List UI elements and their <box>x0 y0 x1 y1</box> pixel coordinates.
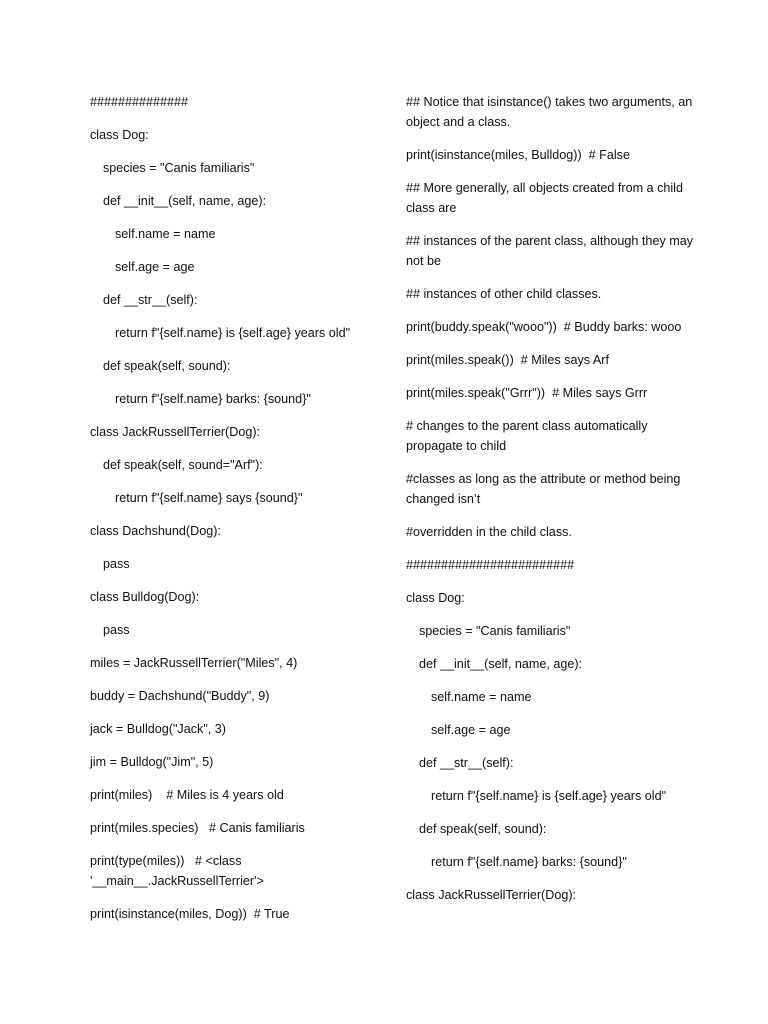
code-line: ## instances of the parent class, although they may not be <box>406 234 697 268</box>
code-line: class Dog: <box>90 128 149 142</box>
code-line: def speak(self, sound): <box>103 359 231 373</box>
code-line: self.name = name <box>431 690 532 704</box>
code-line: self.name = name <box>115 227 216 241</box>
code-line: print(miles.species) # Canis familiaris <box>90 821 305 835</box>
code-line: return f"{self.name} barks: {sound}" <box>431 855 627 869</box>
code-line: pass <box>103 623 130 637</box>
code-line: class Dachshund(Dog): <box>90 524 221 538</box>
code-line: class JackRussellTerrier(Dog): <box>90 425 261 439</box>
code-line: return f"{self.name} is {self.age} years old" <box>115 326 351 340</box>
code-line: jim = Bulldog("Jim", 5) <box>90 755 214 769</box>
code-line: print(isinstance(miles, Bulldog)) # False <box>406 148 630 162</box>
code-line: buddy = Dachshund("Buddy", 9) <box>90 689 270 703</box>
code-line: class JackRussellTerrier(Dog): <box>406 888 577 902</box>
code-line: print(miles) # Miles is 4 years old <box>90 788 284 802</box>
code-line: self.age = age <box>431 723 511 737</box>
code-line: #overridden in the child class. <box>406 525 572 539</box>
code-line: # changes to the parent class automatically propagate to child <box>406 419 652 453</box>
code-line: print(miles.speak("Grrr")) # Miles says Grrr <box>406 386 648 400</box>
code-line: ############## <box>90 95 189 109</box>
left-column <box>90 92 382 937</box>
code-line: print(isinstance(miles, Dog)) # True <box>90 907 290 921</box>
code-line: return f"{self.name} is {self.age} years old" <box>431 789 667 803</box>
code-line: def speak(self, sound="Arf"): <box>103 458 263 472</box>
code-line: def __init__(self, name, age): <box>103 194 267 208</box>
code-line: #classes as long as the attribute or method being changed isn’t <box>406 472 684 506</box>
code-line: ## More generally, all objects created from a child class are <box>406 181 687 215</box>
code-line: pass <box>103 557 130 571</box>
code-line: class Bulldog(Dog): <box>90 590 200 604</box>
code-line: ######################## <box>406 558 575 572</box>
code-line: self.age = age <box>115 260 195 274</box>
code-line: class Dog: <box>406 591 465 605</box>
code-line: def __str__(self): <box>419 756 514 770</box>
code-line: print(buddy.speak("wooo")) # Buddy barks: wooo <box>406 320 682 334</box>
right-column <box>406 92 706 918</box>
code-line: return f"{self.name} says {sound}" <box>115 491 303 505</box>
code-line: jack = Bulldog("Jack", 3) <box>90 722 226 736</box>
code-line: species = "Canis familiaris" <box>103 161 255 175</box>
code-line: return f"{self.name} barks: {sound}" <box>115 392 311 406</box>
code-line: def __init__(self, name, age): <box>419 657 583 671</box>
code-line: miles = JackRussellTerrier("Miles", 4) <box>90 656 298 670</box>
code-line: species = "Canis familiaris" <box>419 624 571 638</box>
code-line: print(miles.speak()) # Miles says Arf <box>406 353 609 367</box>
code-line: print(type(miles)) # <class '__main__.JackRussellTerrier'> <box>90 854 264 888</box>
code-line: ## Notice that isinstance() takes two arguments, an object and a class. <box>406 95 696 129</box>
code-line: def speak(self, sound): <box>419 822 547 836</box>
code-line: ## instances of other child classes. <box>406 287 602 301</box>
code-line: def __str__(self): <box>103 293 198 307</box>
